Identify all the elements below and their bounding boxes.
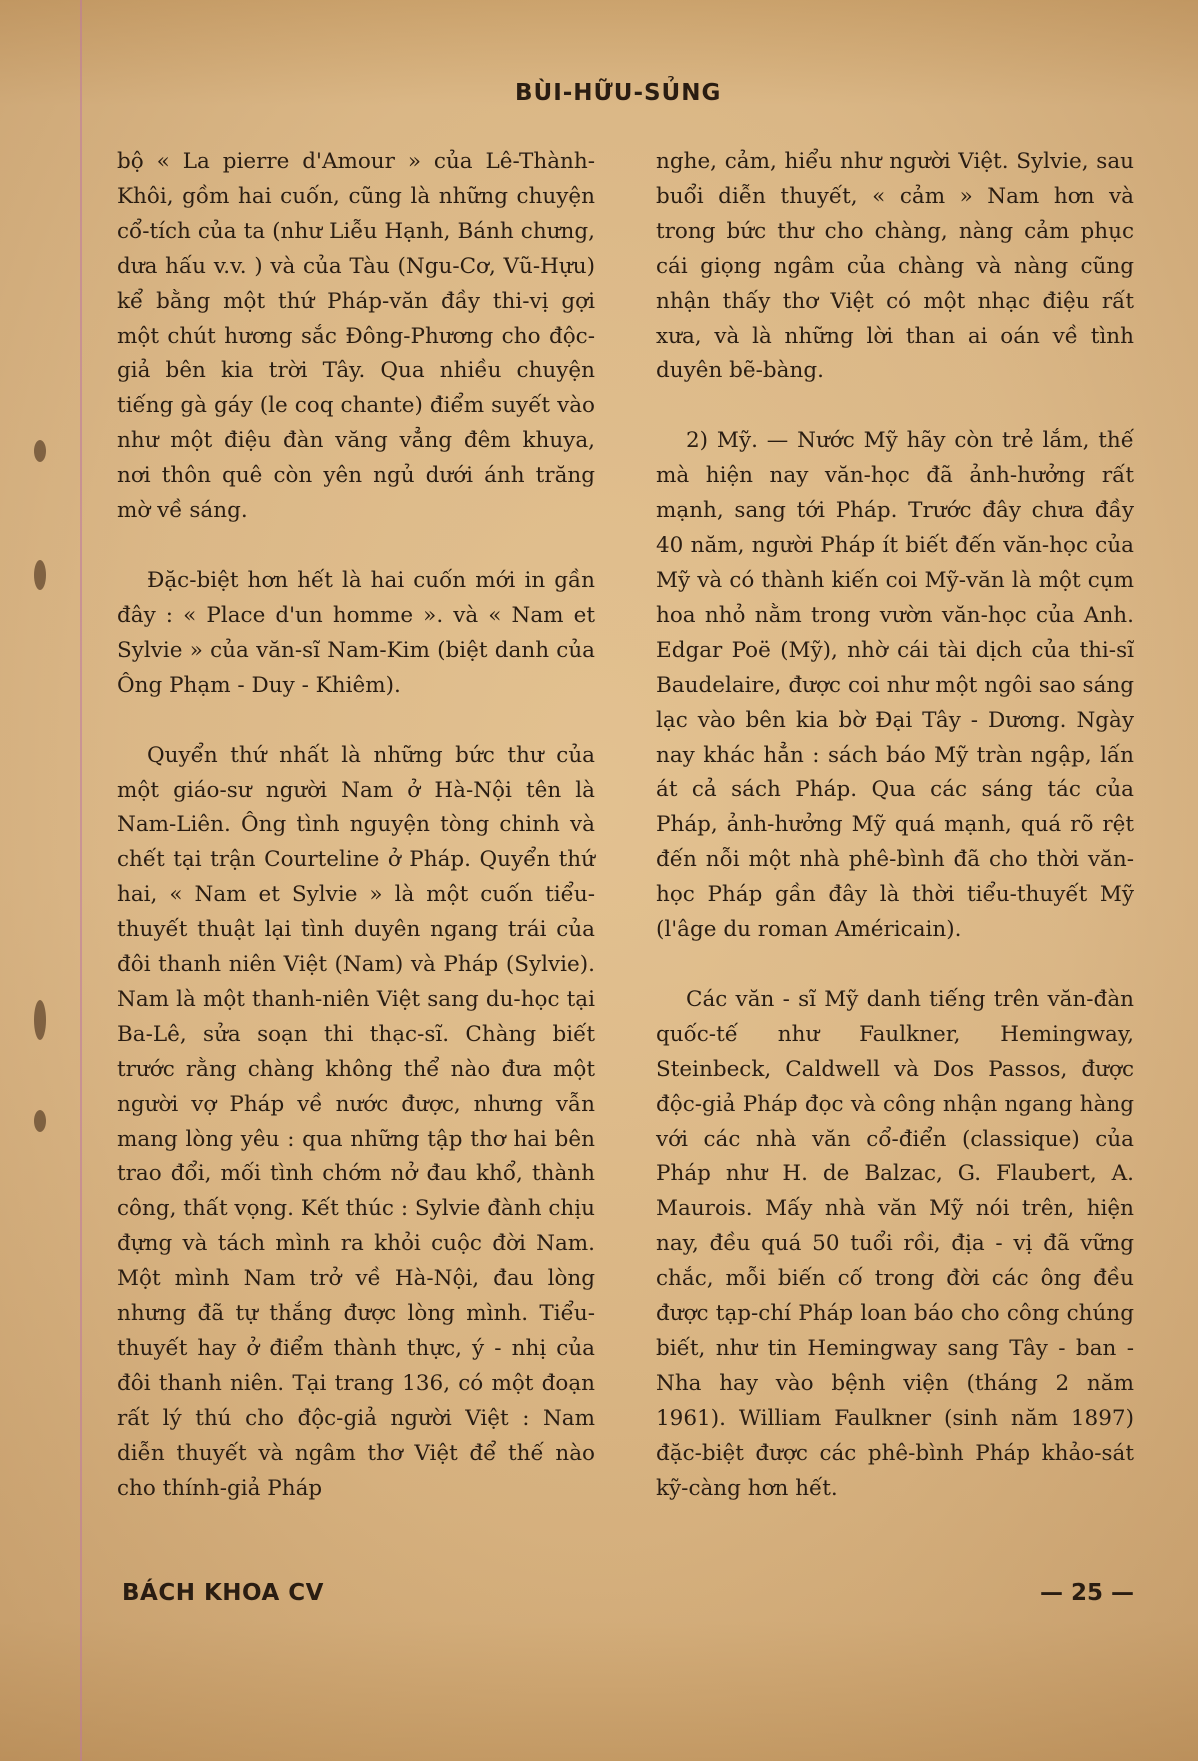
paragraph: Các văn - sĩ Mỹ danh tiếng trên văn-đàn quốc-tế như Faulkner, Hemingway, Steinbeck, Caldwell và Dos Passos, được độc-giả Pháp đọc và công nhận ngang hàng với các nhà văn cổ-điển (classique) của Pháp như H. de Balzac, G. Flaubert, A. Maurois. Mấy nhà văn Mỹ nói trên, hiện nay, đều quá 50 tuổi rồi, địa - vị đã vững chắc, mỗi biến cố trong đời các ông đều được tạp-chí Pháp loan báo cho công chúng biết, như tin Hemingway sang Tây - ban - Nha hay vào bệnh viện (tháng 2 năm 1961). William Faulkner (sinh năm 1897) đặc-biệt được các phê-bình Pháp khảo-sát kỹ-càng hơn hết. xyxy=(656,986,1134,1501)
running-title: BÙI-HỮU-SỦNG xyxy=(515,80,722,106)
binding-mark xyxy=(34,1110,46,1132)
paragraph: Đặc-biệt hơn hết là hai cuốn mới in gần đây : « Place d'un homme ». và « Nam et Sylvie » của văn-sĩ Nam-Kim (biệt danh của Ông Phạm - Duy - Khiêm). xyxy=(117,567,595,698)
paragraph: nghe, cảm, hiểu như người Việt. Sylvie, sau buổi diễn thuyết, « cảm » Nam hơn và trong bức thư cho chàng, nàng cảm phục cái giọng ngâm của chàng và nàng cũng nhận thấy thơ Việt có một nhạc điệu rất xưa, và là những lời than ai oán về tình duyên bẽ-bàng. xyxy=(656,149,1134,384)
paragraph: bộ « La pierre d'Amour » của Lê-Thành-Khôi, gồm hai cuốn, cũng là những chuyện cổ-tích của ta (như Liễu Hạnh, Bánh chưng, dưa hấu v.v. ) và của Tàu (Ngu-Cơ, Vũ-Hựu) kể bằng một thứ Pháp-văn đầy thi-vị gợi một chút hương sắc Đông-Phương cho độc-giả bên kia trời Tây. Qua nhiều chuyện tiếng gà gáy (le coq chante) điểm suyết vào như một điệu đàn văng vẳng đêm khuya, nơi thôn quê còn yên ngủ dưới ánh trăng mờ về sáng. xyxy=(117,149,595,524)
paragraph: 2) Mỹ. — Nước Mỹ hãy còn trẻ lắm, thế mà hiện nay văn-học đã ảnh-hưởng rất mạnh, sang tới Pháp. Trước đây chưa đầy 40 năm, người Pháp ít biết đến văn-học của Mỹ và có thành kiến coi Mỹ-văn là một cụm hoa nhỏ nằm trong vườn văn-học của Anh. Edgar Poë (Mỹ), nhờ cái tài dịch của thi-sĩ Baudelaire, được coi như một ngôi sao sáng lạc vào bên kia bờ Đại Tây - Dương. Ngày nay khác hẳn : sách báo Mỹ tràn ngập, lấn át cả sách Pháp. Qua các sáng tác của Pháp, ảnh-hưởng Mỹ quá mạnh, quá rõ rệt đến nỗi một nhà phê-bình đã cho thời văn-học Pháp gần đây là thời tiểu-thuyết Mỹ (l'âge du roman Américain). xyxy=(656,428,1134,943)
left-column xyxy=(117,145,595,1507)
page-number: — 25 — xyxy=(1040,1580,1135,1606)
magazine-name: BÁCH KHOA CV xyxy=(122,1580,324,1606)
binding-mark xyxy=(34,440,46,462)
paragraph: Quyển thứ nhất là những bức thư của một giáo-sư người Nam ở Hà-Nội tên là Nam-Liên. Ông tình nguyện tòng chinh và chết tại trận Courteline ở Pháp. Quyển thứ hai, « Nam et Sylvie » là một cuốn tiểu-thuyết thuật lại tình duyên ngang trái của đôi thanh niên Việt (Nam) và Pháp (Sylvie). Nam là một thanh-niên Việt sang du-học tại Ba-Lê, sửa soạn thi thạc-sĩ. Chàng biết trước rằng chàng không thể nào đưa một người vợ Pháp về nước được, nhưng vẫn mang lòng yêu : qua những tập thơ hai bên trao đổi, mối tình chớm nở đau khổ, thành công, thất vọng. Kết thúc : Sylvie đành chịu đựng và tách mình ra khỏi cuộc đời Nam. Một mình Nam trở về Hà-Nội, đau lòng nhưng đã tự thắng được lòng mình. Tiểu-thuyết hay ở điểm thành thực, ý - nhị của đôi thanh niên. Tại trang 136, có một đoạn rất lý thú cho độc-giả người Việt : Nam diễn thuyết và ngâm thơ Việt để thế nào cho thính-giả Pháp xyxy=(117,742,595,1501)
margin-rule xyxy=(80,0,82,1761)
right-column xyxy=(656,145,1134,1507)
binding-mark xyxy=(34,560,46,590)
binding-mark xyxy=(34,1000,46,1040)
